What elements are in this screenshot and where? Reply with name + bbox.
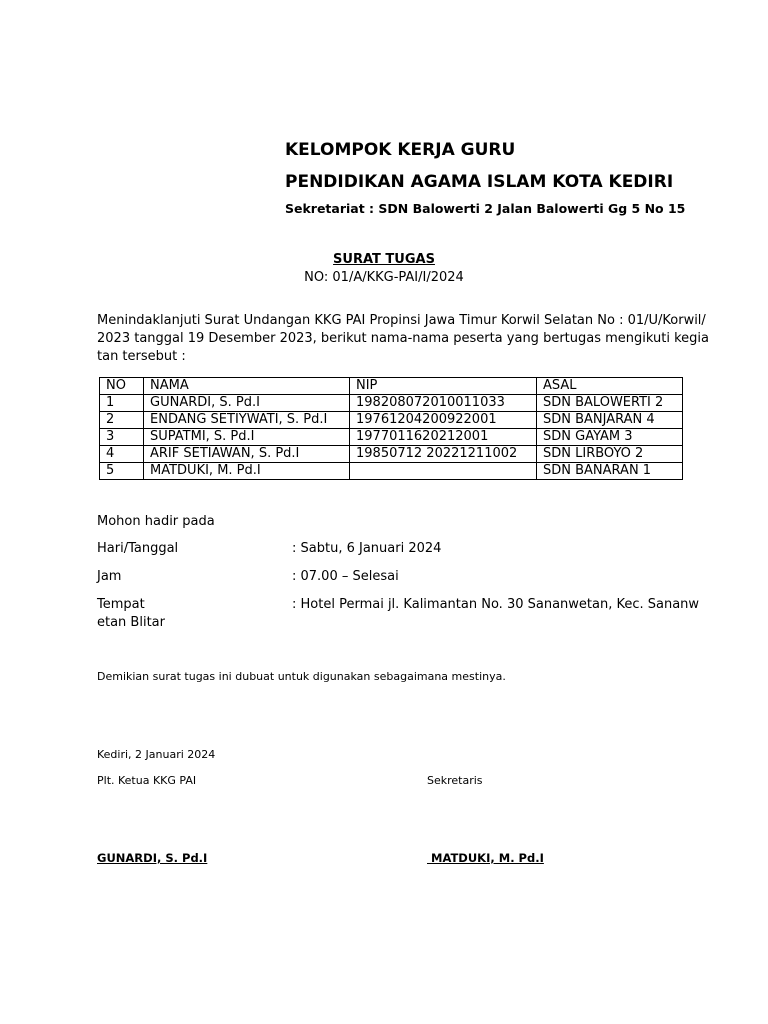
left-signatory-role: Plt. Ketua KKG PAI	[97, 774, 197, 787]
cell-nip: 198208072010011033	[350, 395, 537, 412]
table-row	[100, 446, 683, 463]
date-value: : Sabtu, 6 Januari 2024	[292, 541, 442, 556]
time-label: Jam	[97, 569, 122, 584]
cell-nama: ENDANG SETIYWATI, S. Pd.I	[144, 412, 350, 429]
cell-no: 5	[100, 463, 144, 480]
cell-nama: GUNARDI, S. Pd.I	[144, 395, 350, 412]
date-label: Hari/Tanggal	[97, 541, 179, 556]
cell-no: 4	[100, 446, 144, 463]
table-row	[100, 412, 683, 429]
header-asal: ASAL	[537, 378, 683, 395]
letter-title: SURAT TUGAS	[333, 252, 435, 267]
place-value: : Hotel Permai jl. Kalimantan No. 30 Sananwetan, Kec. Sananw	[292, 597, 700, 612]
org-name-line2: PENDIDIKAN AGAMA ISLAM KOTA KEDIRI	[285, 172, 674, 192]
right-signatory-name: MATDUKI, M. Pd.I	[427, 851, 544, 865]
cell-no: 2	[100, 412, 144, 429]
cell-nip: 1977011620212001	[350, 429, 537, 446]
cell-nip: 19850712 20221211002	[350, 446, 537, 463]
header-nip: NIP	[350, 378, 537, 395]
cell-asal: SDN LIRBOYO 2	[537, 446, 683, 463]
left-signatory-name: GUNARDI, S. Pd.I	[97, 851, 208, 865]
cell-nama: ARIF SETIAWAN, S. Pd.I	[144, 446, 350, 463]
cell-no: 3	[100, 429, 144, 446]
intro-paragraph: Menindaklanjuti Surat Undangan KKG PAI Propinsi Jawa Timur Korwil Selatan No : 01/U/Korwil/2023 tanggal 19 Desember 2023, berikut nama-nama peserta yang bertugas mengikuti kegiatan tersebut :	[97, 313, 709, 364]
letter-number: NO: 01/A/KKG-PAI/I/2024	[304, 270, 464, 285]
cell-nip	[350, 463, 537, 480]
time-value: : 07.00 – Selesai	[292, 569, 399, 584]
table-row	[100, 463, 683, 480]
header-no: NO	[100, 378, 144, 395]
cell-no: 1	[100, 395, 144, 412]
secretariat-address: Sekretariat : SDN Balowerti 2 Jalan Balowerti Gg 5 No 15	[285, 201, 686, 216]
cell-asal: SDN BANJARAN 4	[537, 412, 683, 429]
right-signatory-role: Sekretaris	[427, 774, 483, 787]
participants-table	[99, 377, 683, 480]
cell-nama: SUPATMI, S. Pd.I	[144, 429, 350, 446]
header-nama: NAMA	[144, 378, 350, 395]
cell-asal: SDN BANARAN 1	[537, 463, 683, 480]
place-label: Tempat	[97, 597, 145, 612]
cell-nip: 19761204200922001	[350, 412, 537, 429]
closing-statement: Demikian surat tugas ini dubuat untuk digunakan sebagaimana mestinya.	[97, 670, 506, 683]
cell-asal: SDN BALOWERTI 2	[537, 395, 683, 412]
attendance-request: Mohon hadir pada	[97, 514, 215, 529]
table-row	[100, 395, 683, 412]
table-header-row	[100, 378, 683, 395]
place-date: Kediri, 2 Januari 2024	[97, 748, 216, 761]
org-name-line1: KELOMPOK KERJA GURU	[285, 140, 516, 160]
place-value-continued: etan Blitar	[97, 615, 165, 630]
cell-nama: MATDUKI, M. Pd.I	[144, 463, 350, 480]
cell-asal: SDN GAYAM 3	[537, 429, 683, 446]
table-row	[100, 429, 683, 446]
